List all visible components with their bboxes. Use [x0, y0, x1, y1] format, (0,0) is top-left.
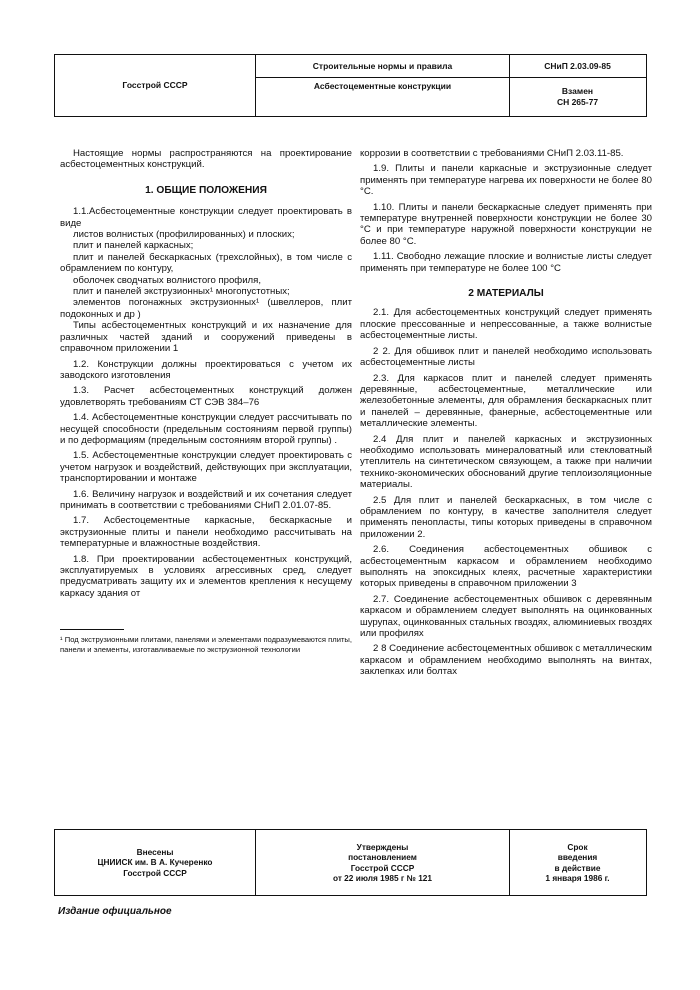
footer-approved-org: Госстрой СССР — [350, 862, 415, 873]
paragraph: 1.3. Расчет асбестоцементных конструкций должен удовлетворять требованиям СТ СЭВ 384–76 — [60, 385, 352, 408]
header-org: Госстрой СССР — [122, 79, 188, 90]
left-text-column — [60, 148, 352, 654]
paragraph: 2 2. Для обшивок плит и панелей необходимо использовать асбестоцементные листы — [360, 345, 652, 369]
paragraph: 1.7. Асбестоцементные каркасные, бескаркасные и экструзионные плиты и панели необходимо рассчитывать на температурные и влажностные воздействия. — [60, 515, 352, 550]
footer-introduced — [55, 830, 255, 895]
paragraph: 1.6. Величину нагрузок и воздействий и их сочетания следует принимать в соответствии с требованиями СНиП 2.01.07-85. — [60, 488, 352, 511]
footer-term-line2: введения — [557, 852, 598, 862]
footnote: ¹ Под экструзионными плитами, панелями и элементами подразумеваются плиты, панели и элементы, изготавливаемые по экструзионной технологии — [60, 635, 352, 654]
footer-approved-label: Утверждены — [356, 841, 409, 852]
paragraph: 2.5 Для плит и панелей бескаркасных, в том числе с обрамлением по контуру, в качестве заполнителя следует применять пенопласты, типы которых приведены в справочном приложении 2. — [360, 494, 652, 540]
right-text-column — [360, 148, 652, 678]
header-code: СНиП 2.03.09-85 — [544, 60, 611, 71]
paragraph: 1.8. При проектировании асбестоцементных конструкций, эксплуатируемых в условиях агрессивных сред, следует предусматривать защиту их и элементов крепления к несущему каркасу здания от — [60, 553, 352, 599]
paragraph: 2.7. Соединение асбестоцементных обшивок с деревянным каркасом и обрамлением следует выполнять на оцинкованных шурупах, оцинкованных стальных гвоздях, алюминиевых гвоздях или профилях — [360, 593, 652, 640]
paragraph: 1.1.Асбестоцементные конструкции следует проектировать в виде — [60, 206, 352, 229]
header-replaces-label: Взамен — [561, 85, 594, 96]
document-header — [54, 54, 647, 117]
header-replaces-code: СН 265-77 — [556, 96, 599, 107]
header-replaces — [510, 78, 645, 115]
paragraph: 1.2. Конструкции должны проектироваться с учетом их заводского изготовления — [60, 358, 352, 381]
footer-approved-line2: постановлением — [348, 852, 417, 862]
paragraph: плит и панелей бескаркасных (трехслойных), в том числе с обрамлением по контуру, — [60, 251, 352, 275]
paragraph: 1.10. Плиты и панели бескаркасные следует применять при температуре внутренней поверхности конструкции не более 30 °С и при температуре наружной поверхности конструкции не более 80 °С. — [360, 201, 652, 247]
paragraph: плит и панелей каркасных; — [73, 240, 194, 252]
paragraph: 1.11. Свободно лежащие плоские и волнистые листы следует применять при температуре не более 100 °С — [360, 251, 652, 274]
paragraph: 2.1. Для асбестоцементных конструкций следует применять плоские прессованные и непрессованные, а также волнистые асбестоцементные листы. — [360, 307, 652, 342]
paragraph: 2 8 Соединение асбестоцементных обшивок с металлическим каркасом и обрамлением необходимо выполнять на винтах, заклепках или болтах — [360, 643, 652, 678]
section-heading: 2 МАТЕРИАЛЫ — [468, 288, 544, 300]
footer-approved-date: от 22 июля 1985 г № 121 — [332, 873, 433, 883]
footer-introduced-org: ЦНИИСК им. В А. Кучеренко — [97, 857, 213, 868]
paragraph: элементов погонажных экструзионных¹ (швеллеров, плит подоконных и др ) — [60, 297, 352, 320]
paragraph: 2.6. Соединения асбестоцементных обшивок с асбестоцементным каркасом и обрамлением необходимо выполнять на эпоксидных клеях, расчетные характеристики которых приведены в справочном приложении 3 — [360, 544, 652, 590]
footer-term-date: 1 января 1986 г. — [545, 873, 610, 883]
paragraph: оболочек сводчатых волнистого профиля, — [73, 274, 262, 286]
footer-introduced-label: Внесены — [136, 846, 174, 857]
paragraph: 2.3. Для каркасов плит и панелей следует применять деревянные, асбестоцементные, металлические или железобетонные элементы, для обрамления бескаркасных плит и панелей – деревянные, фанерные, асбестоцементные или металлические элементы. — [360, 372, 652, 430]
paragraph: 1.9. Плиты и панели каркасные и экструзионные следует применять при температуре нагрева их поверхности не более 80 °С. — [360, 163, 652, 198]
paragraph: 1.4. Асбестоцементные конструкции следует рассчитывать по несущей способности (предельным состояниям первой группы) и по деформациям (предельным состояниям второй группы) . — [60, 412, 352, 446]
paragraph: 2.4 Для плит и панелей каркасных и экструзионных необходимо использовать минераловатный или стекловатный утеплитель на синтетическом связующем, а также при наличии технико-экономических обоснований другие теплоизоляционные материалы. — [360, 433, 652, 491]
footnote-divider — [60, 629, 124, 630]
paragraph: коррозии в соответствии с требованиями СНиП 2.03.11-85. — [360, 148, 624, 159]
paragraph: 1.5. Асбестоцементные конструкции следует проектировать с учетом нагрузок и воздействий, действующих при эксплуатации, транспортировании и монтаже — [60, 450, 352, 485]
footer-term — [510, 830, 645, 895]
paragraph: плит и панелей экструзионных¹ многопустотных; — [73, 286, 290, 298]
paragraph: Типы асбестоцементных конструкций и их назначение для различных частей зданий и сооружений приведены в справочном приложении 1 — [60, 320, 352, 355]
section-heading: 1. ОБЩИЕ ПОЛОЖЕНИЯ — [145, 184, 267, 196]
footer-approved — [256, 830, 509, 895]
header-title-bottom: Асбестоцементные конструкции — [313, 80, 452, 91]
paragraph: Настоящие нормы распространяются на проектирование асбестоцементных конструкций. — [60, 148, 352, 171]
footer-term-line3: в действие — [554, 862, 601, 873]
official-edition-label: Издание официальное — [58, 906, 172, 917]
footer-introduced-org2: Госстрой СССР — [123, 867, 187, 878]
footer-term-label: Срок — [567, 841, 588, 852]
document-footer — [54, 829, 647, 896]
paragraph: листов волнистых (профилированных) и плоских; — [73, 229, 295, 241]
header-title-top: Строительные нормы и правила — [312, 60, 453, 71]
